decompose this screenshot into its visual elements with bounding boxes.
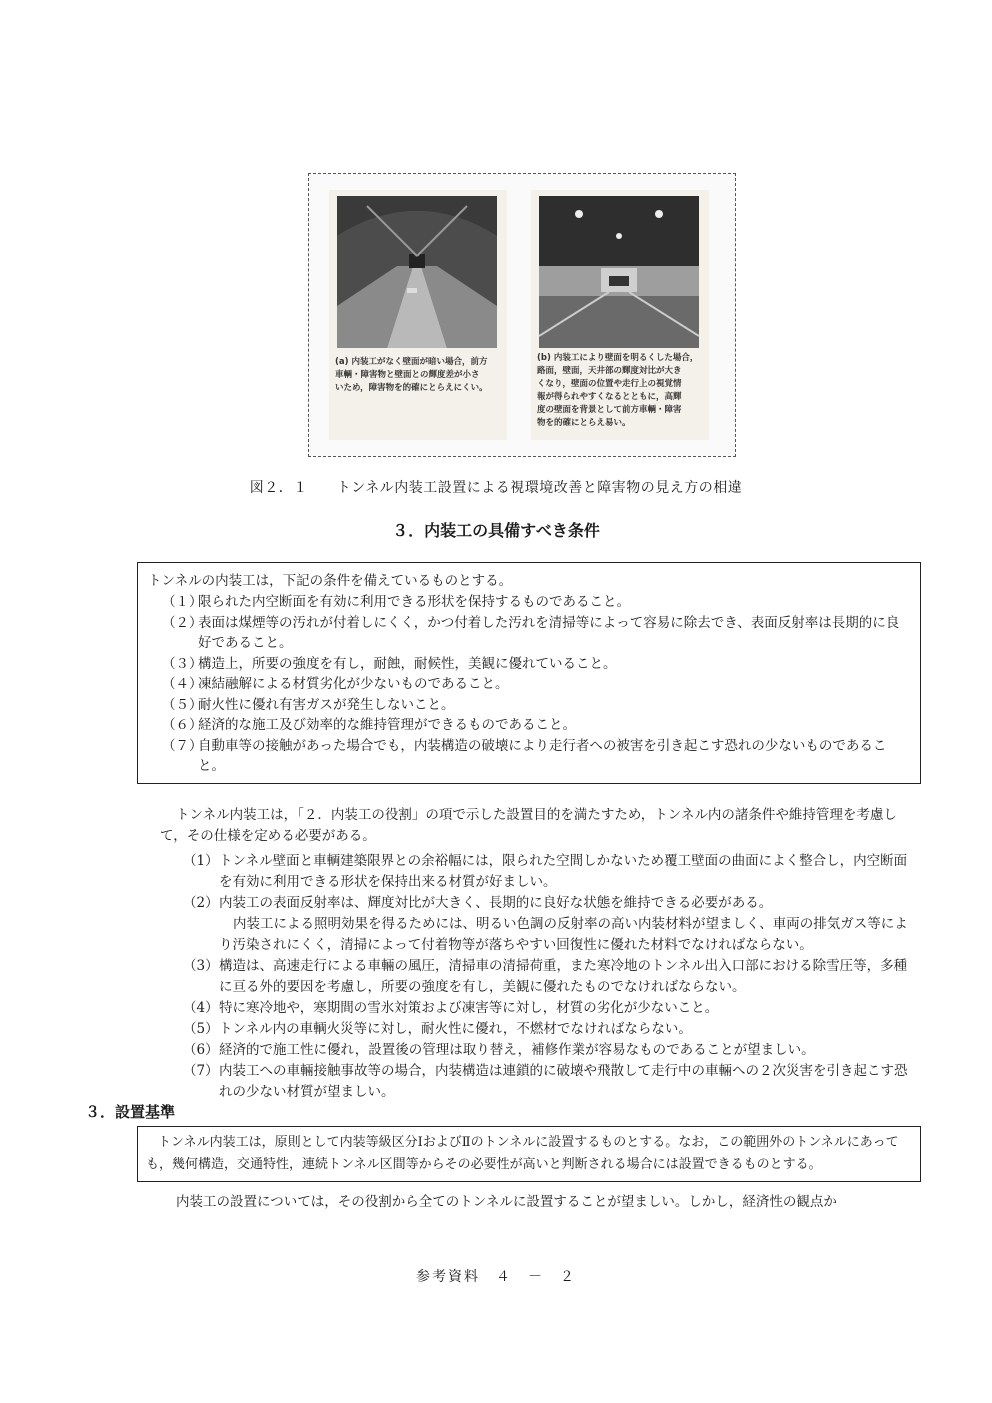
body-list-subtext: 内装工による照明効果を得るためには、明るい色調の反射率の高い内装材料が望ましく、車両の排気ガス等により汚染されにくく，清掃によって付着物等が落ちやすい回復性に優れた材料でなければならない。: [219, 916, 908, 953]
body-list-item: （2） 内装工の表面反射率は、輝度対比が大きく、長期的に良好な状態を維持できる必要がある。 内装工による照明効果を得るためには、明るい色調の反射率の高い内装材料が望ましく、車両の排気ガス等により汚染されにくく，清掃によって付着物等が落ちやすい回復性に優れた材料でなければならない。: [183, 893, 908, 956]
criteria-text: トンネル内装工は，原則として内装等級区分ⅠおよびⅡのトンネルに設置するものとする。なお，この範囲外のトンネルにあっても，幾何構造，交通特性，連続トンネル区間等からその必要性が高いと判断される場合には設置できるものとする。: [146, 1135, 899, 1172]
condition-item: （４） 凍結融解による材質劣化が少ないものであること。: [162, 676, 509, 692]
figure-title: 図２．１ トンネル内装工設置による視環境改善と障害物の見え方の相違: [249, 480, 743, 496]
photo-a-caption: (a) 内装工がなく壁面が暗い場合，前方 車輌・障害物と壁面との輝度差が小さ いため，障害物を的確にとらえにくい。: [335, 357, 488, 393]
conditions-box: [137, 562, 921, 784]
photo-b-caption: (b) 内装工により壁面を明るくした場合， 路面，壁面，天井部の輝度対比が大き くなり，壁面の位置や走行上の視覚情 報が得られやすくなるとともに，高輝 度の壁面を背景として前方車輌・障害 物を的確にとらえ易い。: [537, 353, 699, 428]
body-list-item: （1） トンネル壁面と車輌建築限界との余裕幅には，限られた空間しかないため覆工壁面の曲面によく整合し，内空断面を有効に利用できる形状を保持出来る材質が好ましい。: [183, 853, 908, 890]
condition-item: （６） 経済的な施工及び効率的な維持管理ができるものであること。: [162, 717, 576, 733]
conditions-intro: トンネルの内装工は，下記の条件を備えているものとする。: [148, 573, 513, 589]
tail-paragraph: 内装工の設置については，その役割から全てのトンネルに設置することが望ましい。しかし，経済性の観点か: [176, 1194, 837, 1210]
body-list-item: （3） 構造は、高速走行による車輛の風圧，清掃車の清掃荷重，また寒冷地のトンネル出入口部における除雪圧等，多種に亘る外的要因を考慮し，所要の強度を有し，美観に優れたものでなければならない。: [183, 958, 908, 995]
section2-title: ３．設置基準: [85, 1103, 176, 1121]
criteria-box: [137, 1126, 921, 1182]
condition-item: （３） 構造上，所要の強度を有し，耐蝕，耐候性，美観に優れていること。: [162, 655, 617, 672]
tunnel-photo-bright: [539, 196, 699, 348]
body-list-item: （6） 経済的で施工性に優れ，設置後の管理は取り替え，補修作業が容易なものであることが望ましい。: [183, 1042, 815, 1058]
condition-item: （５） 耐火性に優れ有害ガスが発生しないこと。: [162, 696, 455, 713]
photo-card-b: [531, 190, 709, 440]
body-list-item: （4） 特に寒冷地や，寒期間の雪氷対策および凍害等に対し，材質の劣化が少ないこと。: [183, 1000, 719, 1016]
condition-item: （７） 自動車等の接触があった場合でも，内装構造の破壊により走行者への被害を引き起こす恐れの少ないものであること。: [162, 737, 887, 774]
conditions-list: [162, 592, 912, 777]
condition-item: （１） 限られた内空断面を有効に利用できる形状を保持するものであること。: [162, 594, 630, 610]
condition-item: （２） 表面は煤煙等の汚れが付着しにくく，かつ付着した汚れを清掃等によって容易に除去でき、表面反射率は長期的に良好であること。: [162, 614, 900, 651]
page-footer: 参考資料 ４ － ２: [416, 1269, 576, 1285]
figure-frame: [308, 173, 736, 457]
section-title: ３．内装工の具備すべき条件: [392, 521, 600, 540]
body-list-item: （5） トンネル内の車輌火災等に対し，耐火性に優れ，不燃材でなければならない。: [183, 1021, 692, 1037]
tunnel-photo-dark: [337, 196, 497, 348]
body-list-item: （7） 内装工への車輛接触事故等の場合，内装構造は連鎖的に破壊や飛散して走行中の車輛への２次災害を引き起こす恐れの少ない材質が望ましい。: [183, 1063, 908, 1100]
photo-card-a: [329, 190, 507, 440]
body-list: [183, 851, 908, 1103]
body-intro: トンネル内装工は，「２．内装工の役割」の項で示した設置目的を満たすため，トンネル内の諸条件や維持管理を考慮して，その仕様を定める必要がある。: [160, 807, 897, 844]
